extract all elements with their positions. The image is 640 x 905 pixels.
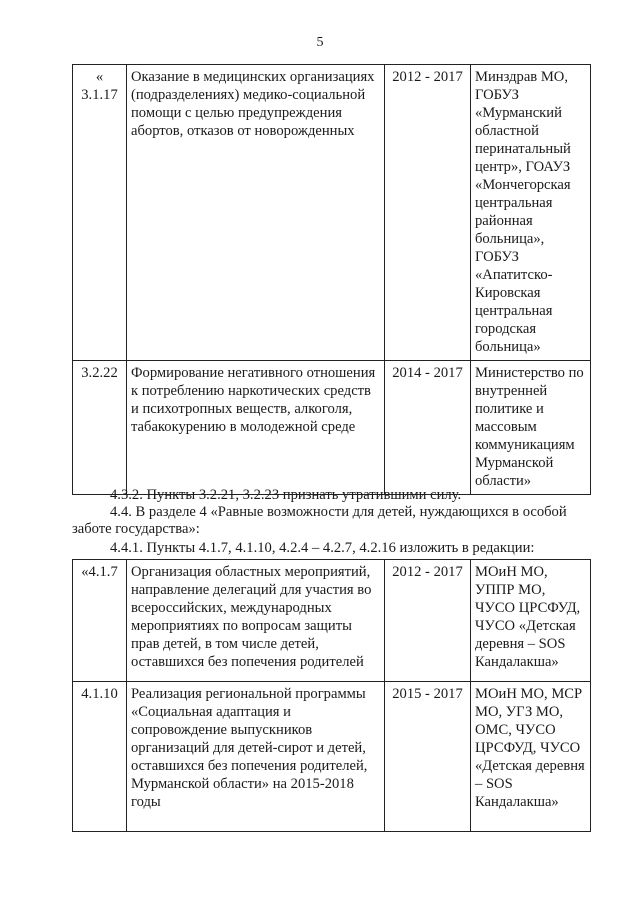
- item-number: « 3.1.17: [73, 65, 127, 361]
- item-number: «4.1.7: [73, 560, 127, 682]
- item-executor: МОиН МО, МСР МО, УГЗ МО, ОМС, ЧУСО ЦРСФУД, ЧУСО «Детская деревня – SOS Кандалакша»: [471, 682, 591, 832]
- item-description: Реализация региональной программы «Социальная адаптация и сопровождение выпускников организаций для детей-сирот и детей, оставшихся без попечения родителей, Мурманской области» на 2015-2018 годы: [127, 682, 385, 832]
- item-description: Формирование негативного отношения к потреблению наркотических средств и психотропных веществ, алкоголя, табакокурению в молодежной среде: [127, 361, 385, 495]
- item-description: Оказание в медицинских организациях (подразделениях) медико-социальной помощи с целью предупреждения абортов, отказов от новорожденных: [127, 65, 385, 361]
- item-period: 2012 - 2017: [385, 65, 471, 361]
- item-number: 3.2.22: [73, 361, 127, 495]
- item-executor: Минздрав МО, ГОБУЗ «Мурманский областной перинатальный центр», ГОАУЗ «Мончегорская центральная районная больница», ГОБУЗ «Апатитско-Кировская центральная городская больница»: [471, 65, 591, 361]
- item-number: 4.1.10: [73, 682, 127, 832]
- item-executor: Министерство по внутренней политике и массовым коммуникациям Мурманской области»: [471, 361, 591, 495]
- table-row: [73, 682, 591, 832]
- paragraph-4-4-1: 4.4.1. Пункты 4.1.7, 4.1.10, 4.2.4 – 4.2.7, 4.2.16 изложить в редакции:: [110, 540, 535, 556]
- table-row: [73, 361, 591, 495]
- page-number: 5: [316, 35, 324, 50]
- item-executor: МОиН МО, УППР МО, ЧУСО ЦРСФУД, ЧУСО «Детская деревня – SOS Кандалакша»: [471, 560, 591, 682]
- paragraph-4-4: 4.4. В разделе 4 «Равные возможности для детей, нуждающихся в особой заботе государства»:: [72, 504, 567, 537]
- item-period: 2015 - 2017: [385, 682, 471, 832]
- program-table-2: [72, 559, 591, 832]
- program-table-1: [72, 64, 591, 495]
- table-row: [73, 560, 591, 682]
- item-period: 2012 - 2017: [385, 560, 471, 682]
- paragraph-4-3-2: 4.3.2. Пункты 3.2.21, 3.2.23 признать утратившими силу.: [110, 487, 462, 503]
- item-period: 2014 - 2017: [385, 361, 471, 495]
- table-row: [73, 65, 591, 361]
- item-description: Организация областных мероприятий, направление делегаций для участия во всероссийских, международных мероприятиях по вопросам защиты прав детей, в том числе детей, оставшихся без попечения родителей: [127, 560, 385, 682]
